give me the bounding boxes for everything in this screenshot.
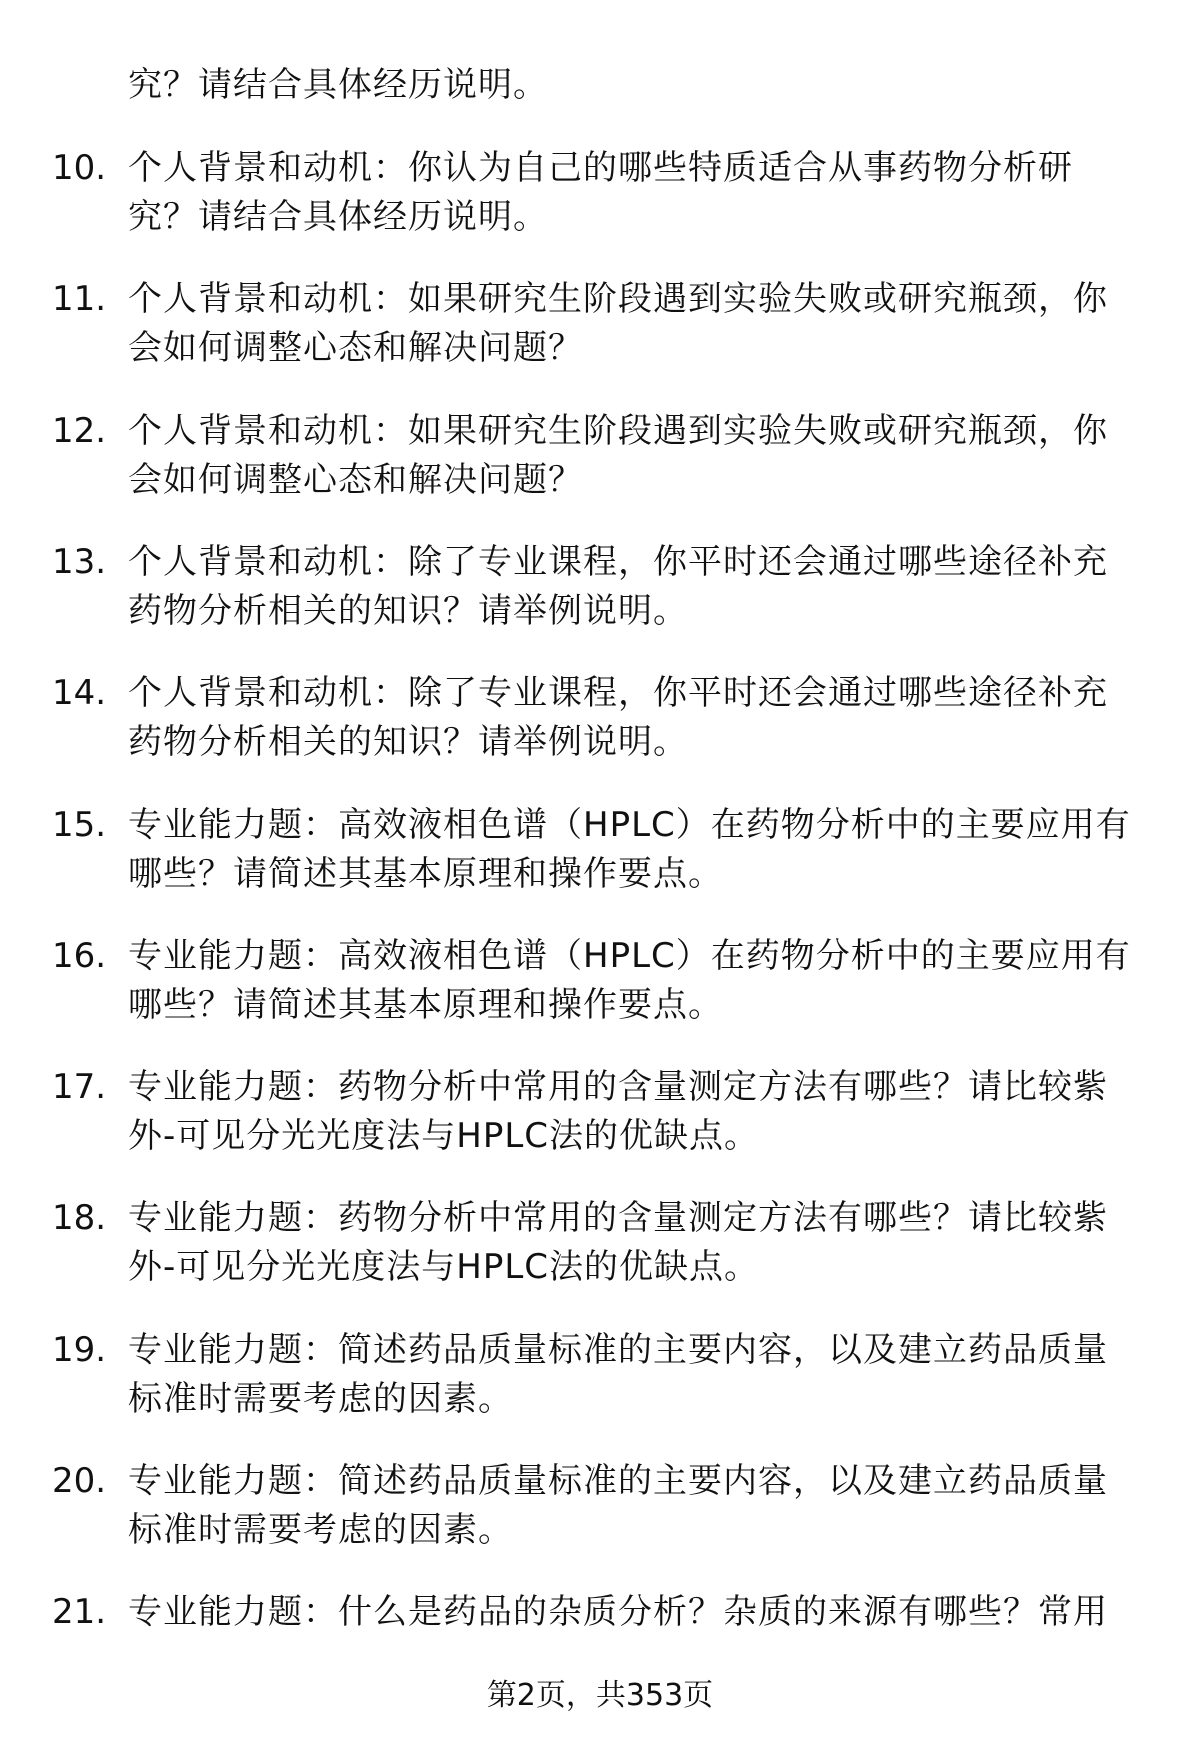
question-text-line: 药物分析相关的知识？请举例说明。: [128, 590, 688, 631]
question-text-line: 个人背景和动机：如果研究生阶段遇到实验失败或研究瓶颈，你: [128, 279, 1108, 320]
continuation-text: 究？请结合具体经历说明。: [128, 65, 548, 105]
question-text-line: 会如何调整心态和解决问题？: [128, 459, 583, 500]
question-number: 19.: [52, 1329, 107, 1370]
question-number: 13.: [52, 541, 107, 582]
question-text-line: 哪些？请简述其基本原理和操作要点。: [128, 984, 723, 1025]
question-text-line: 究？请结合具体经历说明。: [128, 197, 548, 237]
question-text-line: 标准时需要考虑的因素。: [128, 1378, 513, 1419]
question-number: 12.: [52, 410, 107, 451]
page-number: 第2页，共353页: [486, 1678, 714, 1713]
question-text-line: 标准时需要考虑的因素。: [128, 1510, 513, 1550]
question-text-line: 外-可见分光光度法与HPLC法的优缺点。: [128, 1116, 760, 1157]
question-text-line: 个人背景和动机：如果研究生阶段遇到实验失败或研究瓶颈，你: [128, 410, 1108, 451]
question-text-line: 个人背景和动机：除了专业课程，你平时还会通过哪些途径补充: [128, 673, 1108, 714]
question-number: 21.: [52, 1592, 107, 1633]
question-number: 18.: [52, 1198, 107, 1239]
question-text-line: 专业能力题：药物分析中常用的含量测定方法有哪些？请比较紫: [128, 1198, 1108, 1239]
question-text-line: 专业能力题：简述药品质量标准的主要内容，以及建立药品质量: [128, 1329, 1108, 1370]
question-number: 15.: [52, 804, 107, 845]
question-number: 16.: [52, 935, 107, 976]
question-text-line: 外-可见分光光度法与HPLC法的优缺点。: [128, 1247, 760, 1288]
question-number: 11.: [52, 279, 107, 320]
question-text-line: 药物分析相关的知识？请举例说明。: [128, 722, 688, 763]
question-text-line: 会如何调整心态和解决问题？: [128, 328, 583, 369]
question-text-line: 专业能力题：高效液相色谱（HPLC）在药物分析中的主要应用有: [128, 804, 1131, 845]
question-number: 20.: [52, 1461, 107, 1501]
question-text-line: 个人背景和动机：你认为自己的哪些特质适合从事药物分析研: [128, 148, 1073, 188]
question-text-line: 哪些？请简述其基本原理和操作要点。: [128, 853, 723, 894]
question-text-line: 专业能力题：简述药品质量标准的主要内容，以及建立药品质量: [128, 1461, 1108, 1501]
question-text-line: 个人背景和动机：除了专业课程，你平时还会通过哪些途径补充: [128, 541, 1108, 582]
question-text-line: 专业能力题：什么是药品的杂质分析？杂质的来源有哪些？常用: [128, 1592, 1108, 1633]
question-text-line: 专业能力题：药物分析中常用的含量测定方法有哪些？请比较紫: [128, 1067, 1108, 1108]
question-text-line: 专业能力题：高效液相色谱（HPLC）在药物分析中的主要应用有: [128, 935, 1131, 976]
question-number: 14.: [52, 673, 107, 714]
question-number: 10.: [52, 148, 107, 188]
question-number: 17.: [52, 1067, 107, 1108]
